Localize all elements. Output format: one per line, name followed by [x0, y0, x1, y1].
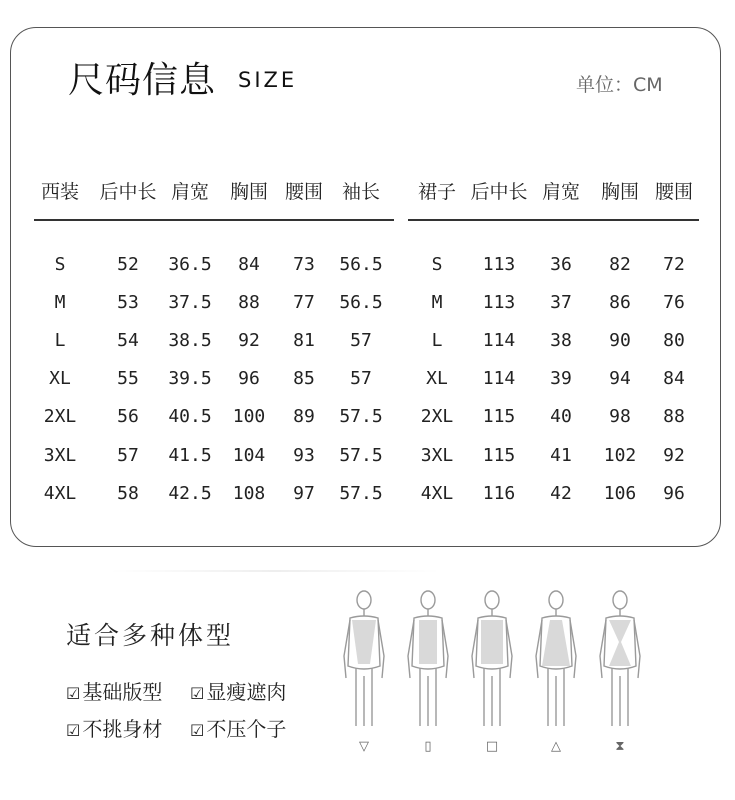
suit-cell: 53 [117, 292, 139, 313]
suit-cell: 55 [117, 368, 139, 389]
body-figure [462, 586, 522, 756]
suit-cell: 104 [232, 445, 266, 466]
suit-cell: 96 [238, 368, 260, 389]
skirt-cell: 90 [609, 330, 631, 351]
body-figure-icon [526, 586, 586, 736]
skirt-cell: 72 [663, 254, 685, 275]
feature-item: ☑ 不挑身材 [66, 717, 163, 741]
body-shape-icon: ▽ [359, 739, 369, 754]
body-figure-icon [462, 586, 522, 736]
skirt-cell: 114 [482, 368, 516, 389]
skirt-cell: 3XL [420, 445, 454, 466]
suit-cell: 41.5 [168, 445, 212, 466]
suit-cell: 100 [232, 406, 266, 427]
skirt-cell: 37 [550, 292, 572, 313]
skirt-cell: 4XL [420, 483, 454, 504]
suit-cell: 97 [293, 483, 315, 504]
skirt-cell: 96 [663, 483, 685, 504]
suit-cell: 38.5 [168, 330, 212, 351]
size-chart-card [10, 27, 721, 547]
skirt-cell: 113 [482, 254, 516, 275]
suit-cell: 81 [293, 330, 315, 351]
body-figure [590, 586, 650, 756]
divider [110, 570, 440, 572]
suit-cell: 37.5 [168, 292, 212, 313]
suit-cell: 4XL [43, 483, 77, 504]
suit-cell: 88 [238, 292, 260, 313]
suit-header-col-1: 后中长 [99, 181, 157, 203]
suit-cell: 57 [117, 445, 139, 466]
body-figure [526, 586, 586, 756]
suit-cell: 36.5 [168, 254, 212, 275]
skirt-cell: 98 [609, 406, 631, 427]
checkbox-icon: ☑ [66, 721, 81, 740]
suit-cell: L [54, 330, 66, 351]
body-figure-icon [334, 586, 394, 736]
skirt-cell: 115 [482, 406, 516, 427]
skirt-cell: XL [426, 368, 448, 389]
suit-cell: 77 [293, 292, 315, 313]
suit-cell: 93 [293, 445, 315, 466]
skirt-cell: 42 [550, 483, 572, 504]
suit-cell: 85 [293, 368, 315, 389]
suit-header-col-3: 胸围 [229, 181, 269, 203]
suit-header-rule [34, 219, 394, 221]
suit-cell: 42.5 [168, 483, 212, 504]
body-figure [398, 586, 458, 756]
body-figure-icon [590, 586, 650, 736]
feature-item: ☑ 基础版型 [66, 680, 163, 704]
suit-cell: 3XL [43, 445, 77, 466]
page-title-en: SIZE [238, 68, 298, 92]
checkbox-icon: ☑ [66, 684, 81, 703]
skirt-header-col-4: 腰围 [654, 181, 694, 203]
skirt-header-col-1: 后中长 [470, 181, 528, 203]
checkbox-icon: ☑ [190, 721, 205, 740]
checkbox-icon: ☑ [190, 684, 205, 703]
skirt-cell: 80 [663, 330, 685, 351]
suit-cell: 57.5 [339, 483, 383, 504]
skirt-cell: 82 [609, 254, 631, 275]
feature-item: ☑ 不压个子 [190, 717, 287, 741]
skirt-cell: 102 [603, 445, 637, 466]
suit-header-col-5: 袖长 [341, 181, 381, 203]
skirt-cell: 115 [482, 445, 516, 466]
body-shape-icon: △ [551, 739, 561, 754]
skirt-cell: 92 [663, 445, 685, 466]
skirt-cell: 113 [482, 292, 516, 313]
body-shape-icon: ▯ [424, 739, 432, 754]
suit-cell: 84 [238, 254, 260, 275]
skirt-cell: 76 [663, 292, 685, 313]
suit-cell: 54 [117, 330, 139, 351]
skirt-cell: 84 [663, 368, 685, 389]
skirt-cell: M [431, 292, 443, 313]
body-figures [334, 586, 664, 756]
feature-item: ☑ 显瘦遮肉 [190, 680, 287, 704]
suit-cell: 108 [232, 483, 266, 504]
page-title: 尺码信息 [68, 60, 217, 101]
skirt-cell: 94 [609, 368, 631, 389]
skirt-header-col-0: 裙子 [417, 181, 457, 203]
skirt-cell: 116 [482, 483, 516, 504]
skirt-cell: L [431, 330, 443, 351]
suit-cell: 52 [117, 254, 139, 275]
skirt-header-col-3: 胸围 [600, 181, 640, 203]
suit-header-col-2: 肩宽 [170, 181, 210, 203]
skirt-header-col-2: 肩宽 [541, 181, 581, 203]
skirt-cell: 114 [482, 330, 516, 351]
suit-cell: 57.5 [339, 406, 383, 427]
skirt-cell: 39 [550, 368, 572, 389]
suit-cell: 57 [350, 330, 372, 351]
suit-cell: 56.5 [339, 292, 383, 313]
skirt-cell: 86 [609, 292, 631, 313]
suit-cell: 89 [293, 406, 315, 427]
skirt-cell: 88 [663, 406, 685, 427]
skirt-cell: 36 [550, 254, 572, 275]
skirt-cell: 40 [550, 406, 572, 427]
skirt-cell: 38 [550, 330, 572, 351]
suit-cell: 2XL [43, 406, 77, 427]
skirt-header-rule [408, 219, 699, 221]
body-shape-icon: □ [485, 739, 499, 754]
unit-label: 单位：CM [576, 74, 663, 96]
body-shape-icon: ⧗ [615, 739, 625, 754]
body-figure [334, 586, 394, 756]
skirt-cell: 2XL [420, 406, 454, 427]
skirt-cell: 41 [550, 445, 572, 466]
suit-cell: 73 [293, 254, 315, 275]
suit-cell: 57.5 [339, 445, 383, 466]
suit-cell: 39.5 [168, 368, 212, 389]
suit-cell: 56.5 [339, 254, 383, 275]
suit-header-col-4: 腰围 [284, 181, 324, 203]
suit-cell: 40.5 [168, 406, 212, 427]
suit-header-col-0: 西装 [40, 181, 80, 203]
body-figure-icon [398, 586, 458, 736]
suit-cell: 92 [238, 330, 260, 351]
body-type-title: 适合多种体型 [66, 621, 235, 650]
suit-cell: XL [49, 368, 71, 389]
skirt-cell: S [431, 254, 443, 275]
suit-cell: M [54, 292, 66, 313]
suit-cell: 57 [350, 368, 372, 389]
suit-cell: 56 [117, 406, 139, 427]
suit-cell: 58 [117, 483, 139, 504]
skirt-cell: 106 [603, 483, 637, 504]
suit-cell: S [54, 254, 66, 275]
